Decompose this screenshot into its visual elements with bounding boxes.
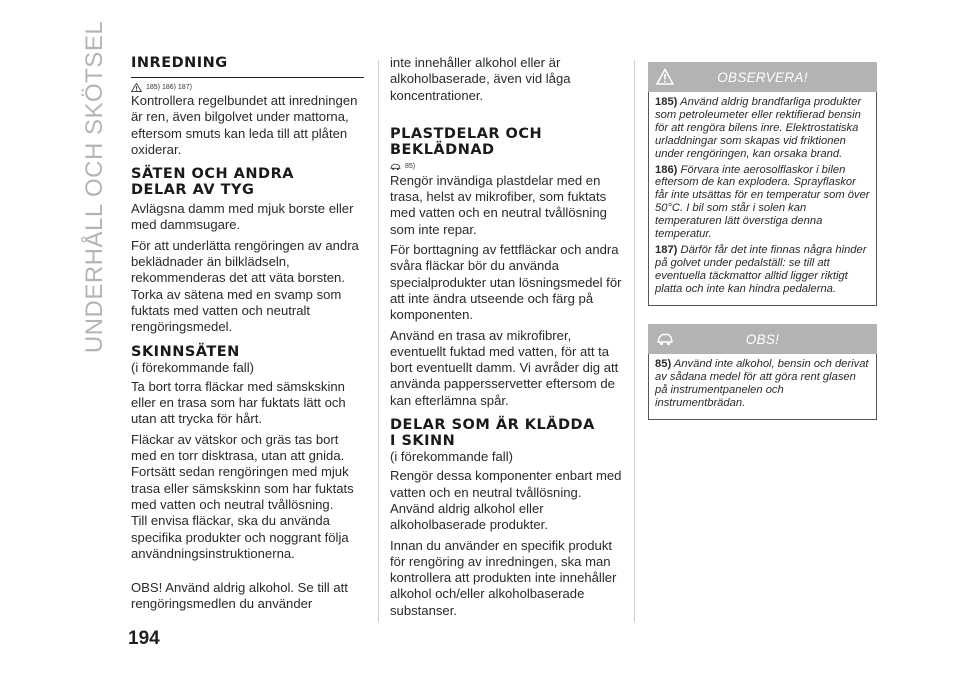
warning-triangle-icon	[131, 83, 142, 92]
paragraph: Fläckar av vätskor och gräs tas bort med en torr disktrasa, utan att gnida. Fortsätt sedan rengöringen med mjuk trasa eller sämskskinn som har fuktats med vatten och neutral tvållösning.	[131, 431, 354, 512]
paragraph: Ta bort torra fläckar med sämskskinn eller en trasa som har fuktats lätt och utan att trycka för hårt.	[131, 378, 346, 427]
warning-note: 187) Därför får det inte finnas några hinder på golvet under pedalställ: se till att eventuella täckmattor alltid ligger riktigt platta och inte kan hindra pedalerna.	[655, 243, 867, 295]
paragraph: Använd en trasa av mikrofibrer, eventuellt fuktad med vatten, för att ta bort eventuellt damm. Vi avråder dig att använda pappersservetter eftersom de kan efterlämna spår.	[390, 327, 619, 408]
notice-notes-box	[648, 354, 877, 420]
section-heading-inredning: INREDNING	[131, 55, 228, 71]
page-number: 194	[128, 628, 160, 649]
notice-refs: 85)	[390, 161, 622, 173]
section-heading-seats: SÄTEN OCH ANDRA DELAR AV TYG	[131, 166, 294, 199]
column-divider	[634, 60, 635, 622]
paragraph: Rengör invändiga plastdelar med en trasa, helst av mikrofiber, som fuktats med vatten och en neutral tvållösning som inte repar.	[390, 172, 607, 237]
paragraph: inte innehåller alkohol eller är alkoholbaserade, även vid låga koncentrationer.	[390, 55, 571, 103]
paragraph: Rengör dessa komponenter enbart med vatten och en neutral tvållösning. Använd aldrig alkohol eller alkoholbaserade produkter.	[390, 468, 622, 533]
paragraph: OBS! Använd aldrig alkohol. Se till att rengöringsmedlen du använder	[131, 580, 348, 612]
section-heading-plastic: PLASTDELAR OCH BEKLÄDNAD	[390, 125, 543, 158]
section-heading-leather-seats: SKINNSÄTEN	[131, 343, 240, 360]
warning-refs: 185) 186) 187)	[131, 81, 364, 93]
notice-banner: OBS!	[648, 324, 877, 354]
section-heading-leather-parts: DELAR SOM ÄR KLÄDDA I SKINN	[390, 417, 595, 450]
notice-panel	[648, 324, 877, 420]
chapter-side-title: UNDERHÅLL OCH SKÖTSEL	[81, 20, 108, 354]
column-1	[131, 55, 364, 613]
notice-car-icon	[656, 330, 674, 348]
intro-paragraph: Kontrollera regelbundet att inredningen är ren, även bilgolvet under mattorna, eftersom smuts kan leda till att plåten oxiderar.	[131, 93, 358, 157]
paragraph: Innan du använder en specifik produkt för rengöring av inredningen, ska man kontrollera att produkten inte innehåller alkohol och/eller alkoholbaserade substanser.	[390, 537, 617, 618]
subheading-note: (i förekommande fall)	[390, 449, 513, 465]
warning-note: 185) Använd aldrig brandfarliga produkter som petroleumeter eller rektifierad bensin för att rengöra bilens inre. Elektrostatiska urladdningar som skapas vid friktionen under rengöringen, kan orsaka brand.	[655, 96, 862, 160]
warning-note: 186) Förvara inte aerosolflaskor i bilen eftersom de kan explodera. Sprayflaskor får inte utsättas för en temperatur som över 50°C. I bil som står i solen kan temperaturen lätt överstiga denna temperatur.	[655, 163, 870, 241]
paragraph: För att underlätta rengöringen av andra beklädnader än bilklädseln, rekommenderas det att väta borsten. Torka av sätena med en svamp som fuktats med vatten och neutralt rengöringsmedel.	[131, 237, 359, 335]
warning-panel	[648, 62, 877, 306]
warning-triangle-icon	[656, 68, 674, 86]
notice-car-icon	[390, 162, 401, 171]
warning-notes-box	[648, 92, 877, 306]
heading-rule	[131, 77, 364, 78]
paragraph: Avlägsna damm med mjuk borste eller med dammsugare.	[131, 201, 354, 233]
column-2	[390, 55, 622, 619]
paragraph: För borttagning av fettfläckar och andra svåra fläckar bör du använda specialprodukter utan lösningsmedel för att inte ändra utseende och färg på komponenten.	[390, 242, 622, 323]
subheading-note: (i förekommande fall)	[131, 359, 254, 375]
column-divider	[378, 60, 379, 622]
notice-note: 85) Använd inte alkohol, bensin och derivat av sådana medel för att göra rent glasen på instrumentpanelen och instrumentbrädan.	[655, 358, 869, 409]
paragraph: Till envisa fläckar, ska du använda specifika produkter och noggrant följa användningsinstruktionerna.	[131, 513, 349, 561]
warning-banner: OBSERVERA!	[648, 62, 877, 92]
